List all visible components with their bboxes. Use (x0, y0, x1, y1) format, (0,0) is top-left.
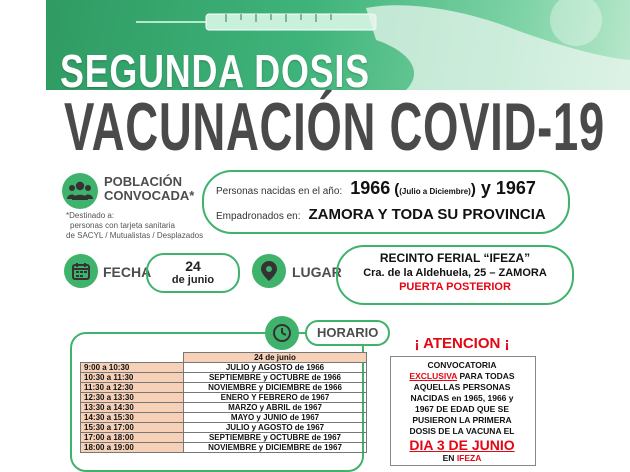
place-line1: RECINTO FERIAL “IFEZA” (379, 251, 531, 265)
atencion-line-f: DOSIS DE LA VACUNA EL (409, 426, 515, 436)
schedule-range: SEPTIEMBRE y OCTUBRE de 1967 (184, 433, 367, 443)
atencion-text (392, 360, 532, 464)
calendar-icon (64, 254, 98, 288)
date-month: de junio (171, 274, 215, 286)
location-pin-icon (252, 254, 286, 288)
table-row (81, 373, 367, 383)
atencion-line-d: 1967 DE EDAD QUE SE (414, 404, 509, 414)
lugar-label: LUGAR (292, 264, 342, 280)
poblacion-label-line1: POBLACIÓN (104, 174, 182, 189)
place-line2: Cra. de la Aldehuela, 25 – ZAMORA (363, 267, 547, 279)
destinado-line1: personas con tarjeta sanitaria (70, 221, 175, 230)
schedule-time: 14:30 a 15:30 (81, 413, 184, 423)
table-row (81, 443, 367, 453)
poblacion-label (104, 175, 194, 203)
schedule-range: MARZO y ABRIL de 1967 (184, 403, 367, 413)
schedule-range: ENERO Y FEBRERO de 1967 (184, 393, 367, 403)
atencion-line-a: PARA TODAS (459, 371, 515, 381)
poblacion-label-line2: CONVOCADA* (104, 188, 195, 203)
table-row (81, 413, 367, 423)
empadronados-line (216, 206, 546, 223)
nacidas-line: Personas nacidas en el año: 1966 ( (Julio a Diciembre) ) y 1967 (216, 178, 536, 198)
place-line3: PUERTA POSTERIOR (399, 281, 511, 293)
atencion-en: EN (442, 453, 455, 463)
empadronados-value: ZAMORA Y TODA SU PROVINCIA (308, 206, 546, 223)
atencion-convocatoria: CONVOCATORIA (427, 360, 497, 370)
people-icon (62, 173, 98, 209)
atencion-line-e: PUSIERON LA PRIMERA (412, 415, 512, 425)
banner-title: SEGUNDA DOSIS (60, 45, 370, 97)
persons-box (202, 170, 570, 234)
schedule-range: SEPTIEMBRE y OCTUBRE de 1966 (184, 373, 367, 383)
schedule-range: NOVIEMBRE y DICIEMBRE de 1966 (184, 383, 367, 393)
table-row (81, 423, 367, 433)
destinado-title: *Destinado a: (66, 211, 115, 220)
schedule-table (80, 352, 367, 453)
destinado-note (66, 211, 203, 241)
fecha-label: FECHA (103, 264, 152, 280)
schedule-time: 15:30 a 17:00 (81, 423, 184, 433)
page-title: VACUNACIÓN COVID-19 (64, 89, 605, 165)
year-1967: 1967 (495, 178, 536, 198)
schedule-time: 17:00 a 18:00 (81, 433, 184, 443)
table-row (81, 403, 367, 413)
horario-label: HORARIO (305, 320, 390, 346)
schedule-range: MAYO y JUNIO de 1967 (184, 413, 367, 423)
nacidas-label: Personas nacidas en el año: (216, 186, 343, 197)
table-row (81, 383, 367, 393)
table-row (81, 433, 367, 443)
table-row (81, 393, 367, 403)
schedule-time: 12:30 a 13:30 (81, 393, 184, 403)
schedule-time: 11:30 a 12:30 (81, 383, 184, 393)
atencion-ifeza: IFEZA (456, 453, 482, 463)
atencion-line-b: AQUELLAS PERSONAS (413, 382, 511, 392)
date-day: 24 (185, 258, 201, 274)
table-header-date: 24 de junio (184, 353, 367, 363)
schedule-range: JULIO y AGOSTO de 1967 (184, 423, 367, 433)
table-row (81, 363, 367, 373)
atencion-exclusiva: EXCLUSIVA (409, 371, 458, 381)
empadronados-label: Empadronados en: (216, 211, 301, 222)
atencion-line-c: NACIDAS en 1965, 1966 y (410, 393, 514, 403)
date-box (146, 253, 240, 293)
atencion-dia: DIA 3 DE JUNIO (409, 437, 515, 453)
schedule-time: 13:30 a 14:30 (81, 403, 184, 413)
schedule-time: 9:00 a 10:30 (81, 363, 184, 373)
schedule-range: NOVIEMBRE y DICIEMBRE de 1967 (184, 443, 367, 453)
year-note: (Julio a Diciembre) (399, 187, 471, 196)
table-header-row (81, 353, 367, 363)
year-connector: y (480, 178, 491, 198)
schedule-time: 10:30 a 11:30 (81, 373, 184, 383)
place-box (336, 245, 574, 305)
clock-icon (265, 316, 299, 350)
year-1966: 1966 (350, 178, 391, 198)
destinado-line2: de SACYL / Mutualistas / Desplazados (66, 231, 204, 240)
schedule-time: 18:00 a 19:00 (81, 443, 184, 453)
atencion-title: ¡ ATENCION ¡ (414, 335, 510, 352)
schedule-range: JULIO y AGOSTO de 1966 (184, 363, 367, 373)
